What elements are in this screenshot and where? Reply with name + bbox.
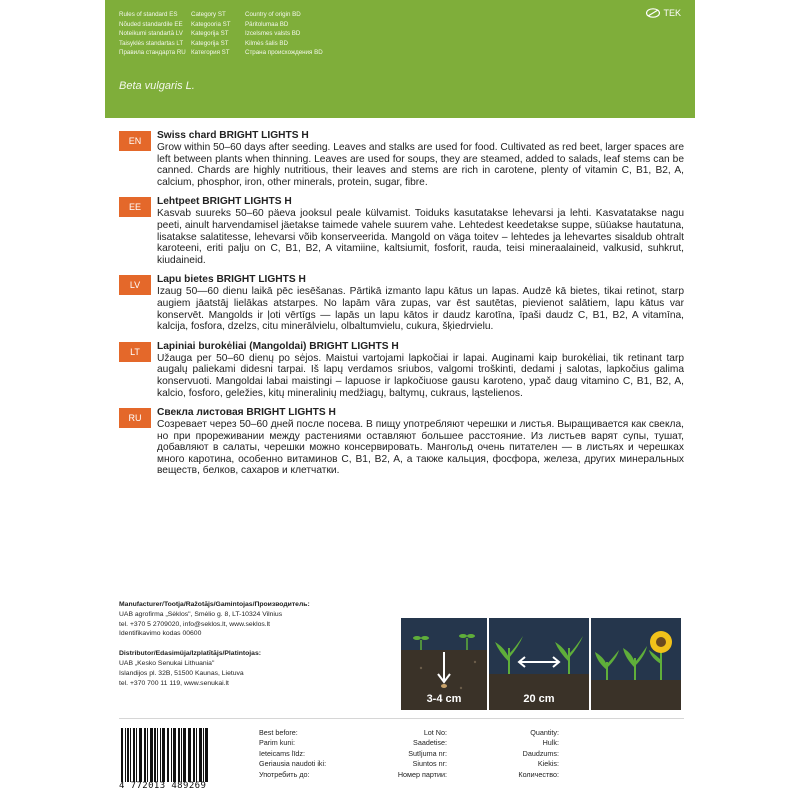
lot-label: Номер партии: (397, 769, 447, 779)
barcode-digits: 4 772013 489269 (119, 781, 207, 791)
barcode-bar (160, 728, 161, 782)
lot-label: Sutījuma nr: (408, 748, 447, 758)
standard-cell: Правила стандарта RU (119, 49, 186, 57)
category-cell: Category ST (191, 11, 226, 18)
section-title: Lehtpeet BRIGHT LIGHTS H (157, 196, 292, 208)
barcode-bar (125, 728, 126, 782)
category-cell: Kategooria ST (191, 20, 231, 28)
origin-cell: Kilmės šalis BD (245, 39, 288, 47)
barcode-bar (157, 728, 158, 782)
barcode-bar (203, 728, 204, 782)
barcode-bar (173, 728, 176, 782)
seed-packet-back (105, 0, 695, 800)
category-cell: Категория ST (191, 49, 230, 57)
section-text: Созревает через 50–60 дней после посева. В пищу употребляют черешки и листья. Выращивается как свекла, но при прореживании между растениями оставляют большее расстояние. Из листьев варят супы, тушат, добавляют в салаты, черешки можно консервировать. Мангольд очень питателен — в листьях и черешках много каротина, особенно витаминов C, B1, B2, A, а также кальция, фосфора, железа, других минеральных веществ, белков, сахаров и клетчатки. (157, 419, 684, 477)
latin-name: Beta vulgaris L. (119, 80, 195, 92)
barcode-bar (193, 728, 195, 782)
depth-label: 3-4 cm (426, 693, 462, 705)
barcode-bar (188, 728, 191, 782)
standards-row (119, 20, 349, 30)
header-band (105, 0, 695, 118)
manufacturer-line: Identifikavimo kodas 00600 (119, 630, 202, 638)
barcode-bar (162, 728, 165, 782)
language-badge: EN (119, 131, 151, 151)
standard-cell: Rules of standard ES (119, 11, 178, 18)
barcode-bar (133, 728, 135, 782)
section-title: Свекла листовая BRIGHT LIGHTS H (157, 407, 336, 419)
manufacturer-label: Manufacturer/Tootja/Ražotājs/Gamintojas/Производитель: (119, 601, 310, 608)
barcode-bar (121, 728, 123, 782)
best-before-labels (259, 728, 326, 780)
manufacturer-line: UAB agrofirma „Sėklos", Smėlio g. 8, LT-10324 Vilnius (119, 610, 283, 618)
section-body (157, 130, 684, 188)
barcode-bar (139, 728, 142, 782)
barcode-bar (178, 728, 180, 782)
barcode (119, 728, 249, 794)
description-sections (119, 130, 684, 485)
best-before-label: Ieteicams līdz: (259, 748, 305, 758)
brand-name: TEK (663, 8, 681, 18)
best-before-label: Geriausia naudoti iki: (259, 759, 327, 769)
origin-cell: Country of origin BD (245, 11, 301, 18)
barcode-bar (147, 728, 148, 782)
section-body (157, 196, 684, 266)
best-before-label: Parim kuni: (259, 738, 295, 748)
sowing-spacing-panel (489, 618, 589, 710)
barcode-bar (196, 728, 197, 782)
distributor-line: Islandijos pl. 32B, 51500 Kaunas, Lietuva (119, 669, 244, 677)
leaf-icon (646, 8, 660, 18)
section-title: Lapu bietes BRIGHT LIGHTS H (157, 274, 306, 286)
divider-line (119, 718, 684, 719)
best-before-label: Употребить до: (259, 769, 310, 779)
language-badge: LT (119, 342, 151, 362)
quantity-label: Kiekis: (537, 759, 559, 769)
barcode-bar (205, 728, 208, 782)
language-badge: EE (119, 197, 151, 217)
sowing-depth-panel (401, 618, 487, 710)
section-lt (119, 341, 684, 399)
standard-cell: Noteikumi standartā LV (119, 30, 183, 38)
best-before-label: Best before: (259, 728, 298, 737)
standards-row (119, 48, 349, 58)
distributor-line: UAB „Kesko Senukai Lithuania" (119, 659, 215, 667)
spacing-label: 20 cm (523, 693, 555, 705)
section-en (119, 130, 684, 188)
origin-cell: Страна происхождения BD (245, 49, 323, 57)
section-text: Užauga per 50–60 dienų po sėjos. Maistui vartojami lapkočiai ir lapai. Auginami kaip burokėliai, tik retinant tarp augalų paliekami didesni tarpai. Iš lapų verdamos sriubos, valgomi troškinti, dedami į salotas, lapkočius galima konservuoti. Mangoldai labai maistingi – lapuose ir lapkočiuose gausu karoteno, ypač daug vitamino C, B1, B2, A, kalcio, fosforo, geležies, kitų mineralinių medžiagų, baltymų, cukraus, ląstelienos. (157, 352, 684, 399)
section-body (157, 341, 684, 399)
section-body (157, 274, 684, 332)
barcode-bar (144, 728, 146, 782)
standard-cell: Taisyklės standartas LT (119, 39, 184, 47)
section-lv (119, 274, 684, 332)
barcode-bar (154, 728, 156, 782)
standards-row (119, 10, 349, 20)
barcode-bar (167, 728, 169, 782)
section-body (157, 407, 684, 477)
barcode-bar (150, 728, 153, 782)
language-badge: RU (119, 408, 151, 428)
quantity-label: Daudzums: (522, 748, 559, 758)
section-ru (119, 407, 684, 477)
category-cell: Kategorija ST (191, 39, 229, 47)
barcode-bar (136, 728, 137, 782)
section-text: Kasvab suureks 50–60 päeva jooksul peale külvamist. Toiduks kasutatakse lehevarsi ja lehti. Kasvatatakse nagu peeti, ainult harvendamisel jäetakse taimede vahele suurem vahe. Lehtedest keedetakse suppe, süüakse hautatuna, lisatakse salatitesse, lehevarsi võib konserveerida. Mangold on väga toitev – lehtedes ja lehevartes sisaldub ohtralt karoteeni, eriti palju on C, B1, B2, A vitamiine, kaltsiumit, fosforit, rauda, teisi mineraalaineid, valkusid, suhkrut, kiudaineid. (157, 208, 684, 266)
origin-cell: Päritolumaa BD (245, 20, 289, 28)
barcode-bar (183, 728, 186, 782)
lot-label: Lot No: (423, 728, 447, 737)
standards-row (119, 29, 349, 39)
barcode-bar (127, 728, 129, 782)
sowing-illustration (401, 618, 681, 710)
section-title: Lapiniai burokėliai (Mangoldai) BRIGHT LIGHTS H (157, 340, 399, 352)
section-title: Swiss chard BRIGHT LIGHTS H (157, 130, 309, 141)
language-badge: LV (119, 275, 151, 295)
barcode-bars (119, 728, 249, 782)
manufacturer-line: tel. +370 5 2709020, info@seklos.lt, www.seklos.lt (119, 620, 271, 628)
distributor-line: tel. +370 700 11 119, www.senukai.lt (119, 679, 229, 687)
lot-labels (367, 728, 447, 780)
quantity-label: Количество: (518, 769, 559, 779)
category-cell: Kategorija ST (191, 30, 229, 38)
standard-cell: Nõuded standardile EE (119, 20, 183, 28)
sowing-harvest-drawing (591, 618, 681, 710)
barcode-bar (199, 728, 202, 782)
quantity-label: Hulk: (542, 738, 559, 748)
brand-logo (646, 8, 681, 18)
standards-table (119, 10, 349, 58)
contact-block (119, 600, 379, 688)
section-ee (119, 196, 684, 266)
distributor-label: Distributor/Edasimüja/Izplatītājs/Platintojas: (119, 650, 262, 658)
quantity-label: Quantity: (530, 728, 559, 737)
lot-label: Siuntos nr: (412, 759, 447, 769)
quantity-labels (479, 728, 559, 780)
section-text: Grow within 50–60 days after seeding. Leaves and stalks are used for food. Cultivated as red beet, larger spaces are left between plants when thinning. Leaves are used for soups, they are steamed, added to salads, leaf stems can be canned. Chards are highly nutritious, their leaves and stems are rich in carotene, plenty of vitamin C, B1, B2, A, calcium, phosphor, iron, other minerals, protein, sugar, fibre. (157, 142, 684, 188)
barcode-bar (181, 728, 182, 782)
barcode-bar (130, 728, 131, 782)
origin-cell: Izcelsmes valsts BD (245, 30, 301, 38)
section-text: Izaug 50—60 dienu laikā pēc iesēšanas. Pārtikā izmanto lapu kātus un lapas. Audzē kā bietes, tikai retinot, starp augiem jāatstāj lielākas atstarpes. No lapām vāra zupas, var ēst sautētas, pievienot salātiem, lapu kātus var konservēt. Mangolds ir ļoti vērtīgs — lapās un lapu kātos ir daudz karotīna, īpaši daudz C, B1, B2, A vitamīna, kalcija, fosfora, dzelzs, citu minerālvielu, olbaltumvielu, cukura, šķiedrvielu. (157, 286, 684, 333)
lot-label: Saadetise: (413, 738, 447, 748)
sowing-harvest-panel (591, 618, 681, 710)
barcode-bar (171, 728, 172, 782)
standards-row (119, 39, 349, 49)
